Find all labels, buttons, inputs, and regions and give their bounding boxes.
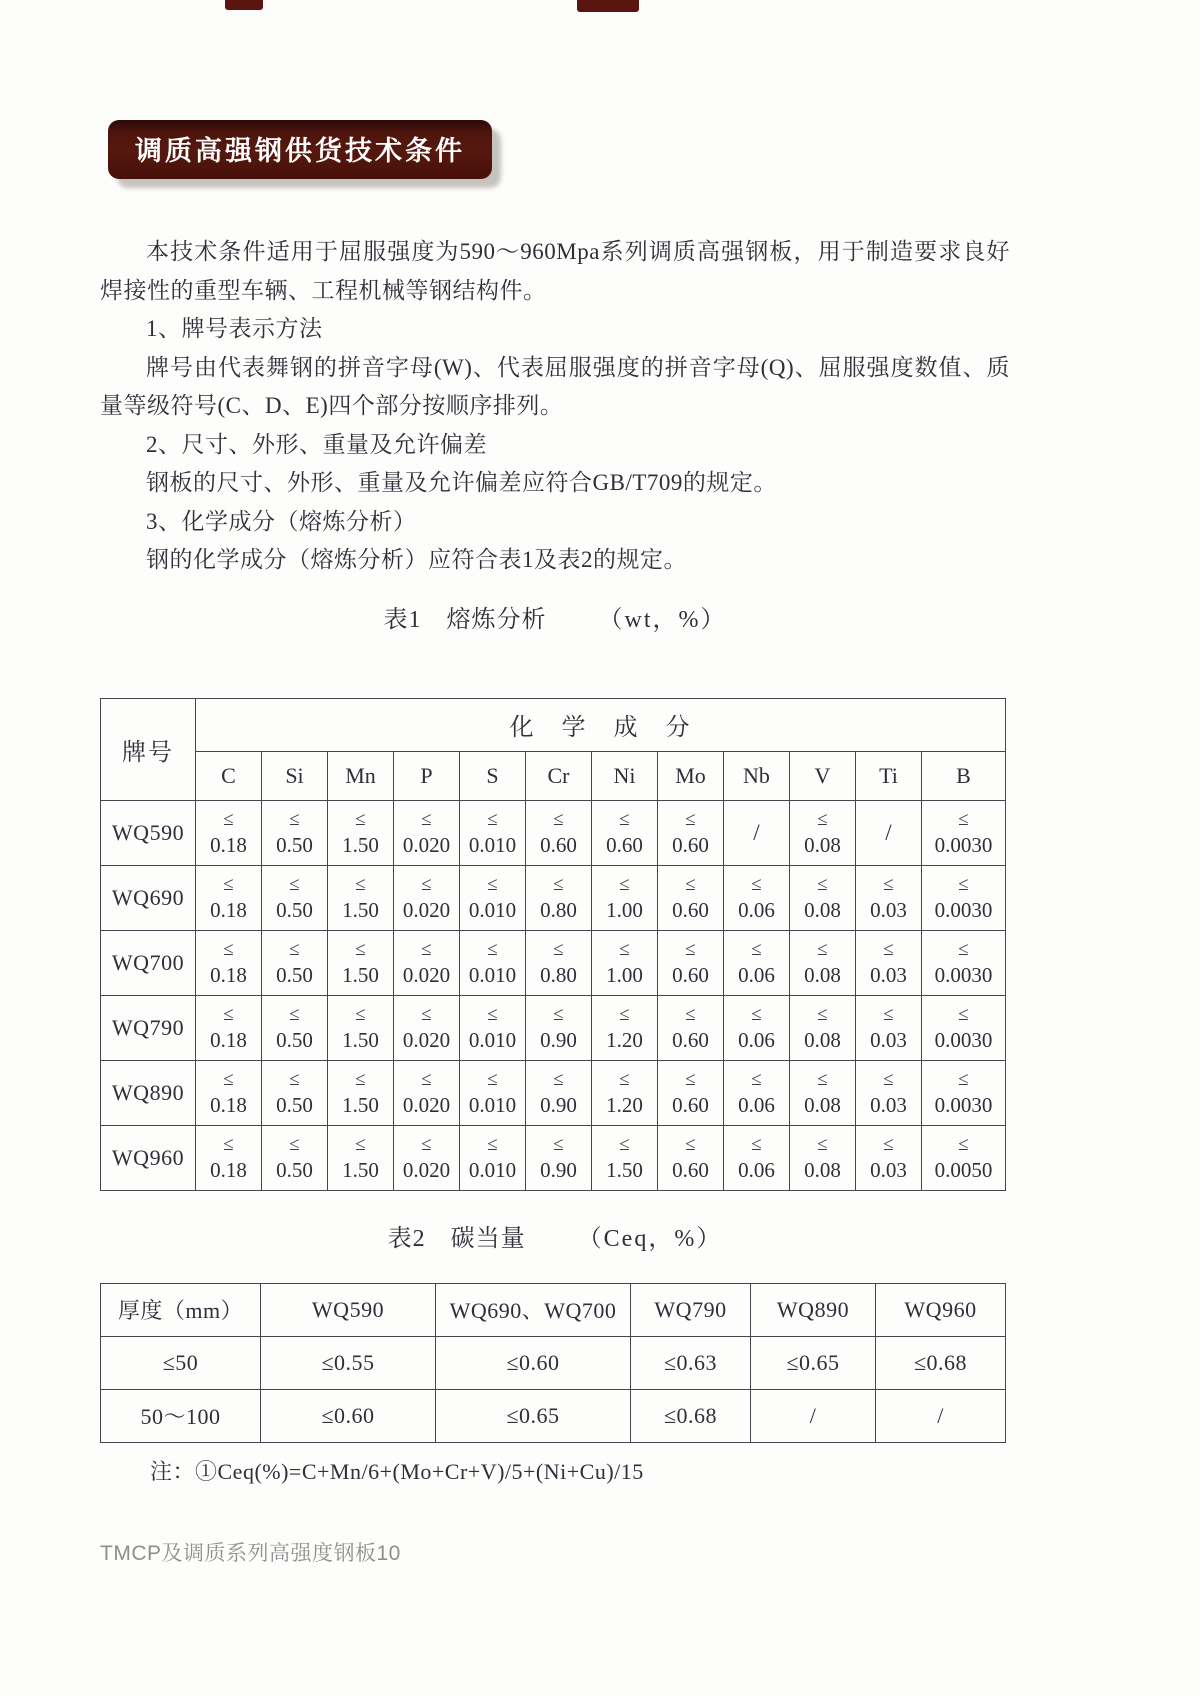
value-cell — [328, 995, 394, 1060]
table2-caption-unit: （Ceq，%） — [577, 1225, 723, 1252]
limit-value: 0.010 — [468, 1157, 517, 1182]
limit-value: 1.20 — [606, 1027, 643, 1052]
limit-symbol: ≤ — [685, 873, 696, 895]
limit-symbol: ≤ — [355, 808, 366, 830]
limit-value: 0.50 — [276, 1027, 313, 1052]
limit-value: 0.020 — [402, 1092, 451, 1117]
value-cell — [724, 930, 790, 995]
limit-symbol: ≤ — [289, 808, 300, 830]
element-column-header: P — [394, 751, 460, 800]
limit-value: 1.00 — [606, 897, 643, 922]
limit-symbol: ≤ — [421, 1068, 432, 1090]
limit-symbol: ≤ — [421, 938, 432, 960]
table2-carbon-equivalent — [100, 1283, 1006, 1443]
value-cell — [328, 800, 394, 865]
limit-value: 0.010 — [468, 832, 517, 857]
limit-value: 1.50 — [342, 832, 379, 857]
table2-caption — [100, 1221, 1010, 1257]
grade-cell: WQ590 — [101, 800, 196, 865]
value-cell — [262, 1125, 328, 1190]
group-header-row — [101, 698, 1006, 751]
limit-value: 0.18 — [210, 1092, 247, 1117]
table2-body — [101, 1336, 1006, 1442]
limit-symbol: ≤ — [355, 1068, 366, 1090]
limit-symbol: ≤ — [883, 873, 894, 895]
limit-value: 0.06 — [738, 897, 775, 922]
value-cell — [262, 995, 328, 1060]
limit-symbol: ≤ — [223, 1068, 234, 1090]
value-cell — [592, 1125, 658, 1190]
limit-value: 0.08 — [804, 962, 841, 987]
limit-symbol: ≤ — [355, 1133, 366, 1155]
limit-symbol: ≤ — [619, 1068, 630, 1090]
limit-symbol: ≤ — [958, 1068, 969, 1090]
limit-symbol: ≤ — [289, 1133, 300, 1155]
section-title-banner — [108, 120, 492, 179]
limit-value: 0.08 — [804, 897, 841, 922]
table-row — [101, 800, 1006, 865]
limit-value: 0.020 — [402, 1027, 451, 1052]
value-cell — [196, 1060, 262, 1125]
limit-symbol: ≤ — [289, 873, 300, 895]
limit-value: 0.18 — [210, 832, 247, 857]
limit-value: 1.20 — [606, 1092, 643, 1117]
scan-edge-mark — [577, 0, 639, 12]
value-cell — [790, 865, 856, 930]
limit-symbol: ≤ — [685, 1133, 696, 1155]
value-cell — [460, 800, 526, 865]
not-applicable-slash: / — [885, 819, 892, 845]
value-cell — [922, 865, 1006, 930]
page-footer: TMCP及调质系列高强度钢板10 — [100, 1541, 401, 1565]
limit-value: 1.50 — [342, 897, 379, 922]
value-cell — [196, 865, 262, 930]
limit-value: 0.03 — [870, 1157, 907, 1182]
value-cell — [658, 1060, 724, 1125]
grade-cell: WQ790 — [101, 995, 196, 1060]
limit-symbol: ≤ — [553, 1133, 564, 1155]
limit-symbol: ≤ — [958, 1003, 969, 1025]
limit-symbol: ≤ — [553, 873, 564, 895]
value-cell — [592, 1060, 658, 1125]
limit-value: 0.06 — [738, 1027, 775, 1052]
limit-value: 0.50 — [276, 832, 313, 857]
limit-value: 0.08 — [804, 1027, 841, 1052]
limit-value: 0.60 — [672, 1027, 709, 1052]
limit-value: 0.80 — [540, 897, 577, 922]
value-cell: ≤0.60 — [436, 1336, 631, 1389]
table1-body — [101, 800, 1006, 1190]
element-column-header: Mo — [658, 751, 724, 800]
table-row — [101, 1060, 1006, 1125]
value-cell — [526, 1060, 592, 1125]
limit-value: 0.010 — [468, 1092, 517, 1117]
limit-symbol: ≤ — [685, 938, 696, 960]
value-cell — [592, 930, 658, 995]
value-cell — [658, 930, 724, 995]
limit-symbol: ≤ — [553, 808, 564, 830]
limit-symbol: ≤ — [223, 1133, 234, 1155]
limit-value: 0.90 — [540, 1027, 577, 1052]
grade-cell: WQ960 — [101, 1125, 196, 1190]
limit-value: 0.18 — [210, 1157, 247, 1182]
value-cell — [922, 800, 1006, 865]
limit-symbol: ≤ — [553, 1068, 564, 1090]
limit-symbol: ≤ — [619, 1133, 630, 1155]
value-cell — [460, 995, 526, 1060]
limit-symbol: ≤ — [817, 1133, 828, 1155]
limit-symbol: ≤ — [751, 1003, 762, 1025]
limit-value: 0.020 — [402, 897, 451, 922]
limit-value: 0.18 — [210, 897, 247, 922]
limit-value: 0.0030 — [934, 832, 993, 857]
table2-header — [101, 1283, 1006, 1336]
element-column-header: V — [790, 751, 856, 800]
element-column-header: C — [196, 751, 262, 800]
limit-value: 0.60 — [672, 897, 709, 922]
limit-value: 0.50 — [276, 1157, 313, 1182]
limit-symbol: ≤ — [553, 938, 564, 960]
table1-caption-unit: （wt，%） — [598, 606, 727, 633]
table-row — [101, 1389, 1006, 1442]
value-cell — [394, 1125, 460, 1190]
table1-caption — [100, 602, 1010, 638]
limit-value: 0.90 — [540, 1157, 577, 1182]
element-column-header: Ni — [592, 751, 658, 800]
value-cell — [328, 930, 394, 995]
limit-symbol: ≤ — [355, 1003, 366, 1025]
value-cell: ≤0.68 — [876, 1336, 1006, 1389]
limit-value: 0.06 — [738, 962, 775, 987]
table2-column-header: WQ690、WQ700 — [436, 1283, 631, 1336]
element-column-header: Mn — [328, 751, 394, 800]
paragraph-intro: 本技术条件适用于屈服强度为590～960Mpa系列调质高强钢板，用于制造要求良好焊接性的重型车辆、工程机械等钢结构件。 — [100, 239, 1010, 303]
limit-symbol: ≤ — [487, 873, 498, 895]
limit-value: 0.03 — [870, 962, 907, 987]
paragraph-1-body: 牌号由代表舞钢的拼音字母(W)、代表屈服强度的拼音字母(Q)、屈服强度数值、质量等级符号(C、D、E)四个部分按顺序排列。 — [100, 354, 1010, 418]
value-cell — [394, 1060, 460, 1125]
paragraph-heading-2: 2、尺寸、外形、重量及允许偏差 — [146, 431, 487, 457]
limit-symbol: ≤ — [223, 938, 234, 960]
limit-symbol: ≤ — [487, 808, 498, 830]
limit-value: 0.06 — [738, 1092, 775, 1117]
table-note: 注：①Ceq(%)=C+Mn/6+(Mo+Cr+V)/5+(Ni+Cu)/15 — [150, 1458, 644, 1484]
limit-symbol: ≤ — [817, 938, 828, 960]
value-cell — [394, 930, 460, 995]
limit-symbol: ≤ — [817, 1003, 828, 1025]
table2-header-row — [101, 1283, 1006, 1336]
grade-column-header: 牌号 — [101, 698, 196, 800]
table-row — [101, 1125, 1006, 1190]
value-cell: / — [751, 1389, 876, 1442]
limit-symbol: ≤ — [958, 938, 969, 960]
limit-value: 0.010 — [468, 897, 517, 922]
value-cell — [394, 865, 460, 930]
grade-cell: WQ700 — [101, 930, 196, 995]
limit-symbol: ≤ — [553, 1003, 564, 1025]
limit-value: 0.0030 — [934, 1027, 993, 1052]
limit-symbol: ≤ — [817, 808, 828, 830]
limit-symbol: ≤ — [883, 938, 894, 960]
grade-cell: WQ890 — [101, 1060, 196, 1125]
value-cell — [592, 800, 658, 865]
limit-symbol: ≤ — [421, 1133, 432, 1155]
limit-value: 0.020 — [402, 962, 451, 987]
grade-cell: WQ690 — [101, 865, 196, 930]
paragraph-3-body: 钢的化学成分（熔炼分析）应符合表1及表2的规定。 — [146, 547, 687, 572]
limit-symbol: ≤ — [751, 1133, 762, 1155]
table1-melting-analysis — [100, 698, 1006, 1191]
value-cell — [856, 995, 922, 1060]
value-cell — [856, 930, 922, 995]
table1-caption-title: 表1 熔炼分析 — [383, 606, 547, 633]
value-cell — [856, 1060, 922, 1125]
value-cell — [922, 930, 1006, 995]
value-cell — [658, 865, 724, 930]
value-cell: ≤0.65 — [751, 1336, 876, 1389]
limit-symbol: ≤ — [883, 1003, 894, 1025]
limit-value: 1.50 — [342, 962, 379, 987]
table2-column-header: 厚度（mm） — [101, 1283, 261, 1336]
limit-symbol: ≤ — [883, 1133, 894, 1155]
value-cell — [460, 1060, 526, 1125]
value-cell — [526, 995, 592, 1060]
value-cell — [856, 1125, 922, 1190]
not-applicable-slash: / — [753, 819, 760, 845]
element-column-header: Nb — [724, 751, 790, 800]
limit-symbol: ≤ — [751, 1068, 762, 1090]
table-row — [101, 995, 1006, 1060]
limit-symbol: ≤ — [355, 938, 366, 960]
value-cell — [592, 865, 658, 930]
limit-symbol: ≤ — [619, 938, 630, 960]
value-cell — [328, 865, 394, 930]
limit-value: 0.08 — [804, 832, 841, 857]
limit-symbol: ≤ — [883, 1068, 894, 1090]
chemical-composition-header: 化 学 成 分 — [196, 698, 1006, 751]
table-row — [101, 930, 1006, 995]
limit-value: 0.60 — [672, 962, 709, 987]
limit-value: 1.00 — [606, 962, 643, 987]
limit-value: 0.50 — [276, 897, 313, 922]
limit-value: 0.03 — [870, 1092, 907, 1117]
value-cell — [262, 800, 328, 865]
element-symbol-row — [101, 751, 1006, 800]
value-cell — [526, 1125, 592, 1190]
limit-value: 1.50 — [342, 1157, 379, 1182]
limit-value: 1.50 — [342, 1092, 379, 1117]
value-cell — [196, 930, 262, 995]
limit-symbol: ≤ — [751, 938, 762, 960]
limit-symbol: ≤ — [289, 1003, 300, 1025]
value-cell — [460, 1125, 526, 1190]
section-title: 调质高强钢供货技术条件 — [135, 136, 465, 166]
value-cell: / — [876, 1389, 1006, 1442]
value-cell: ≤0.55 — [261, 1336, 436, 1389]
limit-value: 1.50 — [342, 1027, 379, 1052]
value-cell — [526, 930, 592, 995]
table2-column-header: WQ590 — [261, 1283, 436, 1336]
limit-symbol: ≤ — [685, 808, 696, 830]
limit-symbol: ≤ — [619, 808, 630, 830]
limit-symbol: ≤ — [223, 873, 234, 895]
limit-symbol: ≤ — [958, 808, 969, 830]
value-cell — [724, 1060, 790, 1125]
limit-symbol: ≤ — [421, 808, 432, 830]
paragraph-heading-1: 1、牌号表示方法 — [146, 316, 323, 341]
table2-caption-title: 表2 碳当量 — [387, 1225, 526, 1252]
limit-value: 0.03 — [870, 897, 907, 922]
value-cell — [790, 1060, 856, 1125]
limit-symbol: ≤ — [223, 1003, 234, 1025]
limit-value: 0.50 — [276, 962, 313, 987]
value-cell — [922, 995, 1006, 1060]
value-cell: ≤0.65 — [436, 1389, 631, 1442]
value-cell — [658, 800, 724, 865]
limit-symbol: ≤ — [421, 873, 432, 895]
limit-symbol: ≤ — [289, 938, 300, 960]
table-row — [101, 1336, 1006, 1389]
limit-symbol: ≤ — [685, 1003, 696, 1025]
limit-symbol: ≤ — [619, 873, 630, 895]
element-column-header: S — [460, 751, 526, 800]
limit-symbol: ≤ — [355, 873, 366, 895]
limit-symbol: ≤ — [487, 938, 498, 960]
limit-value: 0.18 — [210, 1027, 247, 1052]
value-cell — [790, 930, 856, 995]
value-cell — [262, 865, 328, 930]
limit-symbol: ≤ — [817, 1068, 828, 1090]
value-cell — [592, 995, 658, 1060]
value-cell — [394, 995, 460, 1060]
table1-header — [101, 698, 1006, 800]
limit-value: 0.0030 — [934, 897, 993, 922]
element-column-header: Cr — [526, 751, 592, 800]
limit-value: 0.60 — [606, 832, 643, 857]
limit-value: 0.0030 — [934, 1092, 993, 1117]
limit-value: 0.010 — [468, 962, 517, 987]
value-cell — [724, 800, 790, 865]
paragraph-2-body: 钢板的尺寸、外形、重量及允许偏差应符合GB/T709的规定。 — [146, 470, 777, 495]
value-cell — [262, 930, 328, 995]
limit-value: 0.03 — [870, 1027, 907, 1052]
limit-symbol: ≤ — [487, 1003, 498, 1025]
limit-symbol: ≤ — [958, 873, 969, 895]
limit-value: 0.08 — [804, 1092, 841, 1117]
limit-value: 0.80 — [540, 962, 577, 987]
value-cell — [526, 865, 592, 930]
value-cell — [196, 800, 262, 865]
table2-column-header: WQ790 — [631, 1283, 751, 1336]
limit-value: 0.18 — [210, 962, 247, 987]
limit-value: 0.60 — [672, 1092, 709, 1117]
limit-symbol: ≤ — [958, 1133, 969, 1155]
element-column-header: Ti — [856, 751, 922, 800]
limit-value: 0.60 — [672, 832, 709, 857]
value-cell: ≤0.60 — [261, 1389, 436, 1442]
element-column-header: B — [922, 751, 1006, 800]
limit-symbol: ≤ — [421, 1003, 432, 1025]
limit-value: 0.020 — [402, 1157, 451, 1182]
limit-value: 0.06 — [738, 1157, 775, 1182]
value-cell — [460, 865, 526, 930]
value-cell: ≤0.68 — [631, 1389, 751, 1442]
element-column-header: Si — [262, 751, 328, 800]
limit-value: 0.020 — [402, 832, 451, 857]
limit-symbol: ≤ — [685, 1068, 696, 1090]
limit-symbol: ≤ — [751, 873, 762, 895]
limit-value: 1.50 — [606, 1157, 643, 1182]
value-cell — [724, 1125, 790, 1190]
limit-value: 0.0050 — [934, 1157, 993, 1182]
scan-edge-mark — [225, 0, 263, 10]
value-cell — [196, 995, 262, 1060]
table2-column-header: WQ890 — [751, 1283, 876, 1336]
value-cell — [790, 1125, 856, 1190]
limit-value: 0.08 — [804, 1157, 841, 1182]
value-cell — [856, 865, 922, 930]
value-cell — [790, 800, 856, 865]
value-cell — [856, 800, 922, 865]
value-cell — [262, 1060, 328, 1125]
body-text — [100, 233, 1010, 580]
value-cell: ≤50 — [101, 1336, 261, 1389]
value-cell — [394, 800, 460, 865]
value-cell — [658, 995, 724, 1060]
value-cell — [724, 865, 790, 930]
limit-value: 0.50 — [276, 1092, 313, 1117]
limit-symbol: ≤ — [619, 1003, 630, 1025]
paragraph-heading-3: 3、化学成分（熔炼分析） — [146, 508, 417, 534]
value-cell — [196, 1125, 262, 1190]
limit-value: 0.010 — [468, 1027, 517, 1052]
limit-value: 0.0030 — [934, 962, 993, 987]
limit-symbol: ≤ — [487, 1068, 498, 1090]
limit-symbol: ≤ — [289, 1068, 300, 1090]
value-cell — [658, 1125, 724, 1190]
value-cell — [526, 800, 592, 865]
value-cell: ≤0.63 — [631, 1336, 751, 1389]
value-cell — [922, 1125, 1006, 1190]
limit-symbol: ≤ — [223, 808, 234, 830]
table2-column-header: WQ960 — [876, 1283, 1006, 1336]
limit-symbol: ≤ — [487, 1133, 498, 1155]
limit-value: 0.60 — [540, 832, 577, 857]
table-row — [101, 865, 1006, 930]
value-cell — [328, 1060, 394, 1125]
value-cell — [328, 1125, 394, 1190]
value-cell: 50～100 — [101, 1389, 261, 1442]
limit-value: 0.60 — [672, 1157, 709, 1182]
value-cell — [790, 995, 856, 1060]
limit-symbol: ≤ — [817, 873, 828, 895]
limit-value: 0.90 — [540, 1092, 577, 1117]
value-cell — [460, 930, 526, 995]
value-cell — [922, 1060, 1006, 1125]
value-cell — [724, 995, 790, 1060]
